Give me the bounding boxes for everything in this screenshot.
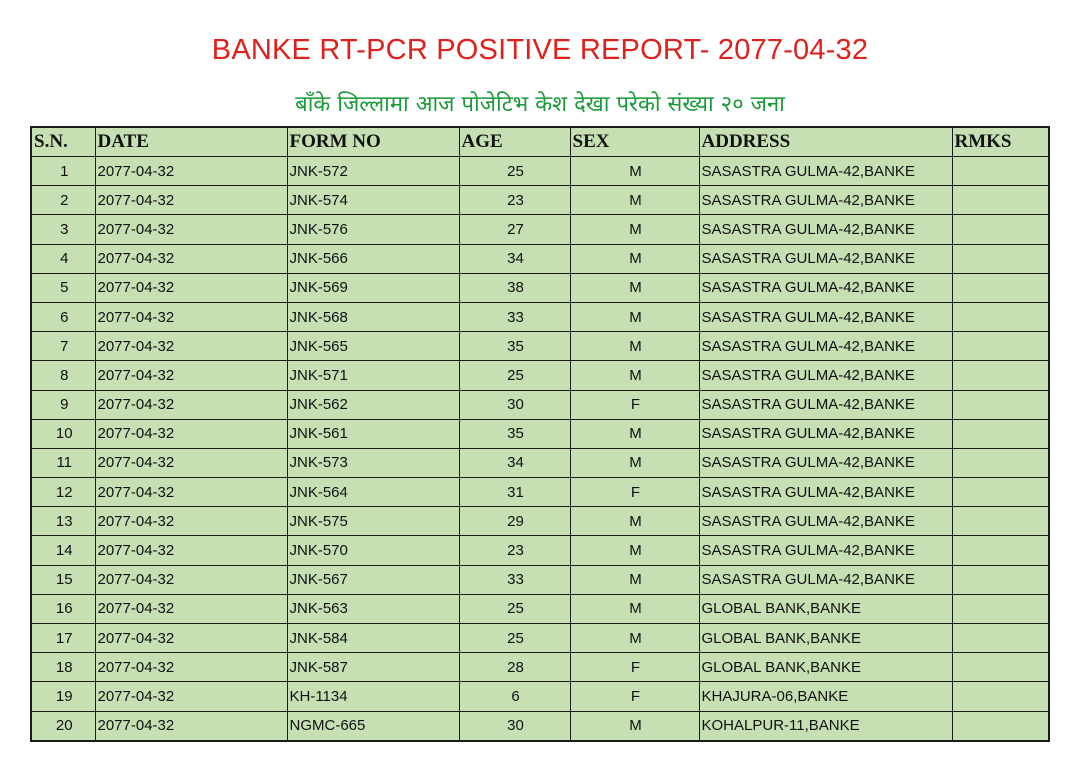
- cell-sex: M: [570, 536, 699, 565]
- cell-form-no: JNK-573: [287, 448, 459, 477]
- cell-age: 38: [459, 273, 570, 302]
- cell-form-no: JNK-574: [287, 186, 459, 215]
- cell-age: 33: [459, 302, 570, 331]
- cell-date: 2077-04-32: [95, 361, 287, 390]
- table-row: [31, 361, 1049, 390]
- cell-sex: M: [570, 448, 699, 477]
- cell-address: GLOBAL BANK,BANKE: [699, 594, 952, 623]
- cell-sn: 8: [31, 361, 95, 390]
- header-sn: S.N.: [31, 127, 95, 157]
- table-row: [31, 653, 1049, 682]
- table-row: [31, 273, 1049, 302]
- cell-sex: M: [570, 332, 699, 361]
- cell-sex: M: [570, 507, 699, 536]
- cell-age: 25: [459, 157, 570, 186]
- table-row: [31, 507, 1049, 536]
- cell-form-no: JNK-569: [287, 273, 459, 302]
- cell-form-no: JNK-565: [287, 332, 459, 361]
- table-row: [31, 244, 1049, 273]
- cell-form-no: JNK-564: [287, 478, 459, 507]
- cell-date: 2077-04-32: [95, 682, 287, 711]
- header-address: ADDRESS: [699, 127, 952, 157]
- cell-rmks: [952, 478, 1049, 507]
- cell-address: SASASTRA GULMA-42,BANKE: [699, 565, 952, 594]
- cell-date: 2077-04-32: [95, 711, 287, 741]
- cell-sn: 15: [31, 565, 95, 594]
- cell-sex: M: [570, 215, 699, 244]
- cell-age: 25: [459, 594, 570, 623]
- cell-sex: M: [570, 711, 699, 741]
- cell-address: KHAJURA-06,BANKE: [699, 682, 952, 711]
- cell-date: 2077-04-32: [95, 302, 287, 331]
- report-subtitle: बाँके जिल्लामा आज पोजेटिभ केश देखा परेको संख्या २० जना: [295, 92, 785, 117]
- cell-address: GLOBAL BANK,BANKE: [699, 624, 952, 653]
- cell-sn: 20: [31, 711, 95, 741]
- cell-sex: M: [570, 624, 699, 653]
- cell-sn: 19: [31, 682, 95, 711]
- cell-date: 2077-04-32: [95, 244, 287, 273]
- cell-date: 2077-04-32: [95, 273, 287, 302]
- cell-date: 2077-04-32: [95, 419, 287, 448]
- cell-age: 6: [459, 682, 570, 711]
- cell-age: 31: [459, 478, 570, 507]
- table-row: [31, 448, 1049, 477]
- cell-sn: 5: [31, 273, 95, 302]
- table-row: [31, 332, 1049, 361]
- cell-sex: M: [570, 157, 699, 186]
- cell-address: SASASTRA GULMA-42,BANKE: [699, 448, 952, 477]
- cell-address: SASASTRA GULMA-42,BANKE: [699, 507, 952, 536]
- cell-rmks: [952, 711, 1049, 741]
- cell-rmks: [952, 507, 1049, 536]
- cell-address: KOHALPUR-11,BANKE: [699, 711, 952, 741]
- cell-sn: 6: [31, 302, 95, 331]
- cell-form-no: JNK-561: [287, 419, 459, 448]
- cell-address: SASASTRA GULMA-42,BANKE: [699, 419, 952, 448]
- cell-sn: 2: [31, 186, 95, 215]
- cell-date: 2077-04-32: [95, 594, 287, 623]
- table-row: [31, 186, 1049, 215]
- cell-date: 2077-04-32: [95, 448, 287, 477]
- header-sex: SEX: [570, 127, 699, 157]
- cell-form-no: JNK-575: [287, 507, 459, 536]
- cell-rmks: [952, 157, 1049, 186]
- cell-address: SASASTRA GULMA-42,BANKE: [699, 478, 952, 507]
- cell-age: 29: [459, 507, 570, 536]
- report-title: BANKE RT-PCR POSITIVE REPORT- 2077-04-32: [211, 34, 869, 66]
- header-rmks: RMKS: [952, 127, 1049, 157]
- cell-date: 2077-04-32: [95, 536, 287, 565]
- table-row: [31, 478, 1049, 507]
- cell-date: 2077-04-32: [95, 332, 287, 361]
- cell-sex: M: [570, 565, 699, 594]
- cell-address: SASASTRA GULMA-42,BANKE: [699, 361, 952, 390]
- cell-form-no: JNK-576: [287, 215, 459, 244]
- cell-form-no: JNK-571: [287, 361, 459, 390]
- cell-address: SASASTRA GULMA-42,BANKE: [699, 302, 952, 331]
- cell-rmks: [952, 361, 1049, 390]
- cell-sn: 7: [31, 332, 95, 361]
- cell-sex: F: [570, 653, 699, 682]
- cell-sn: 11: [31, 448, 95, 477]
- cell-date: 2077-04-32: [95, 507, 287, 536]
- cell-sn: 1: [31, 157, 95, 186]
- cell-rmks: [952, 419, 1049, 448]
- cell-date: 2077-04-32: [95, 157, 287, 186]
- cell-rmks: [952, 653, 1049, 682]
- cell-form-no: JNK-563: [287, 594, 459, 623]
- cell-age: 25: [459, 624, 570, 653]
- cell-age: 28: [459, 653, 570, 682]
- cell-form-no: JNK-572: [287, 157, 459, 186]
- cell-date: 2077-04-32: [95, 653, 287, 682]
- cell-sex: M: [570, 361, 699, 390]
- table-row: [31, 624, 1049, 653]
- cell-age: 25: [459, 361, 570, 390]
- cell-date: 2077-04-32: [95, 215, 287, 244]
- cell-sn: 14: [31, 536, 95, 565]
- cell-sex: M: [570, 419, 699, 448]
- cell-rmks: [952, 390, 1049, 419]
- cell-rmks: [952, 536, 1049, 565]
- cell-form-no: JNK-584: [287, 624, 459, 653]
- cell-address: SASASTRA GULMA-42,BANKE: [699, 186, 952, 215]
- cell-form-no: NGMC-665: [287, 711, 459, 741]
- cell-rmks: [952, 244, 1049, 273]
- cell-address: SASASTRA GULMA-42,BANKE: [699, 536, 952, 565]
- table-row: [31, 682, 1049, 711]
- cell-address: SASASTRA GULMA-42,BANKE: [699, 215, 952, 244]
- cell-address: GLOBAL BANK,BANKE: [699, 653, 952, 682]
- positive-cases-table: [30, 126, 1050, 742]
- header-date: DATE: [95, 127, 287, 157]
- cell-form-no: JNK-566: [287, 244, 459, 273]
- cell-date: 2077-04-32: [95, 565, 287, 594]
- cell-sex: F: [570, 682, 699, 711]
- cell-sn: 16: [31, 594, 95, 623]
- cell-sn: 12: [31, 478, 95, 507]
- cell-form-no: JNK-570: [287, 536, 459, 565]
- cell-rmks: [952, 332, 1049, 361]
- cell-age: 23: [459, 186, 570, 215]
- header-form-no: FORM NO: [287, 127, 459, 157]
- cell-age: 35: [459, 332, 570, 361]
- header-age: AGE: [459, 127, 570, 157]
- cell-sn: 3: [31, 215, 95, 244]
- cell-age: 27: [459, 215, 570, 244]
- cell-sex: M: [570, 594, 699, 623]
- table-row: [31, 157, 1049, 186]
- cell-age: 33: [459, 565, 570, 594]
- cell-rmks: [952, 594, 1049, 623]
- cell-sex: M: [570, 302, 699, 331]
- table-row: [31, 594, 1049, 623]
- table-row: [31, 390, 1049, 419]
- cell-rmks: [952, 186, 1049, 215]
- cell-sn: 9: [31, 390, 95, 419]
- cell-age: 30: [459, 711, 570, 741]
- cell-address: SASASTRA GULMA-42,BANKE: [699, 332, 952, 361]
- table-row: [31, 215, 1049, 244]
- table-row: [31, 711, 1049, 741]
- cell-date: 2077-04-32: [95, 390, 287, 419]
- cell-date: 2077-04-32: [95, 478, 287, 507]
- cell-form-no: JNK-587: [287, 653, 459, 682]
- cell-age: 35: [459, 419, 570, 448]
- cell-rmks: [952, 624, 1049, 653]
- table-row: [31, 302, 1049, 331]
- cell-rmks: [952, 682, 1049, 711]
- cell-sn: 13: [31, 507, 95, 536]
- cell-rmks: [952, 448, 1049, 477]
- table-row: [31, 419, 1049, 448]
- cell-age: 34: [459, 244, 570, 273]
- cell-form-no: JNK-567: [287, 565, 459, 594]
- cell-sn: 4: [31, 244, 95, 273]
- cell-address: SASASTRA GULMA-42,BANKE: [699, 244, 952, 273]
- cell-sex: F: [570, 478, 699, 507]
- cell-age: 23: [459, 536, 570, 565]
- cell-rmks: [952, 273, 1049, 302]
- cell-sex: M: [570, 273, 699, 302]
- cell-sex: M: [570, 244, 699, 273]
- cell-address: SASASTRA GULMA-42,BANKE: [699, 390, 952, 419]
- cell-sex: M: [570, 186, 699, 215]
- cell-age: 34: [459, 448, 570, 477]
- cell-date: 2077-04-32: [95, 186, 287, 215]
- cell-rmks: [952, 302, 1049, 331]
- table-row: [31, 536, 1049, 565]
- cell-address: SASASTRA GULMA-42,BANKE: [699, 273, 952, 302]
- cell-date: 2077-04-32: [95, 624, 287, 653]
- cell-address: SASASTRA GULMA-42,BANKE: [699, 157, 952, 186]
- cell-sex: F: [570, 390, 699, 419]
- cell-age: 30: [459, 390, 570, 419]
- cell-sn: 17: [31, 624, 95, 653]
- cell-rmks: [952, 565, 1049, 594]
- table-header-row: [31, 127, 1049, 157]
- cell-rmks: [952, 215, 1049, 244]
- cell-form-no: JNK-568: [287, 302, 459, 331]
- cell-form-no: KH-1134: [287, 682, 459, 711]
- table-body: [31, 157, 1049, 741]
- cell-form-no: JNK-562: [287, 390, 459, 419]
- table-row: [31, 565, 1049, 594]
- cell-sn: 18: [31, 653, 95, 682]
- cell-sn: 10: [31, 419, 95, 448]
